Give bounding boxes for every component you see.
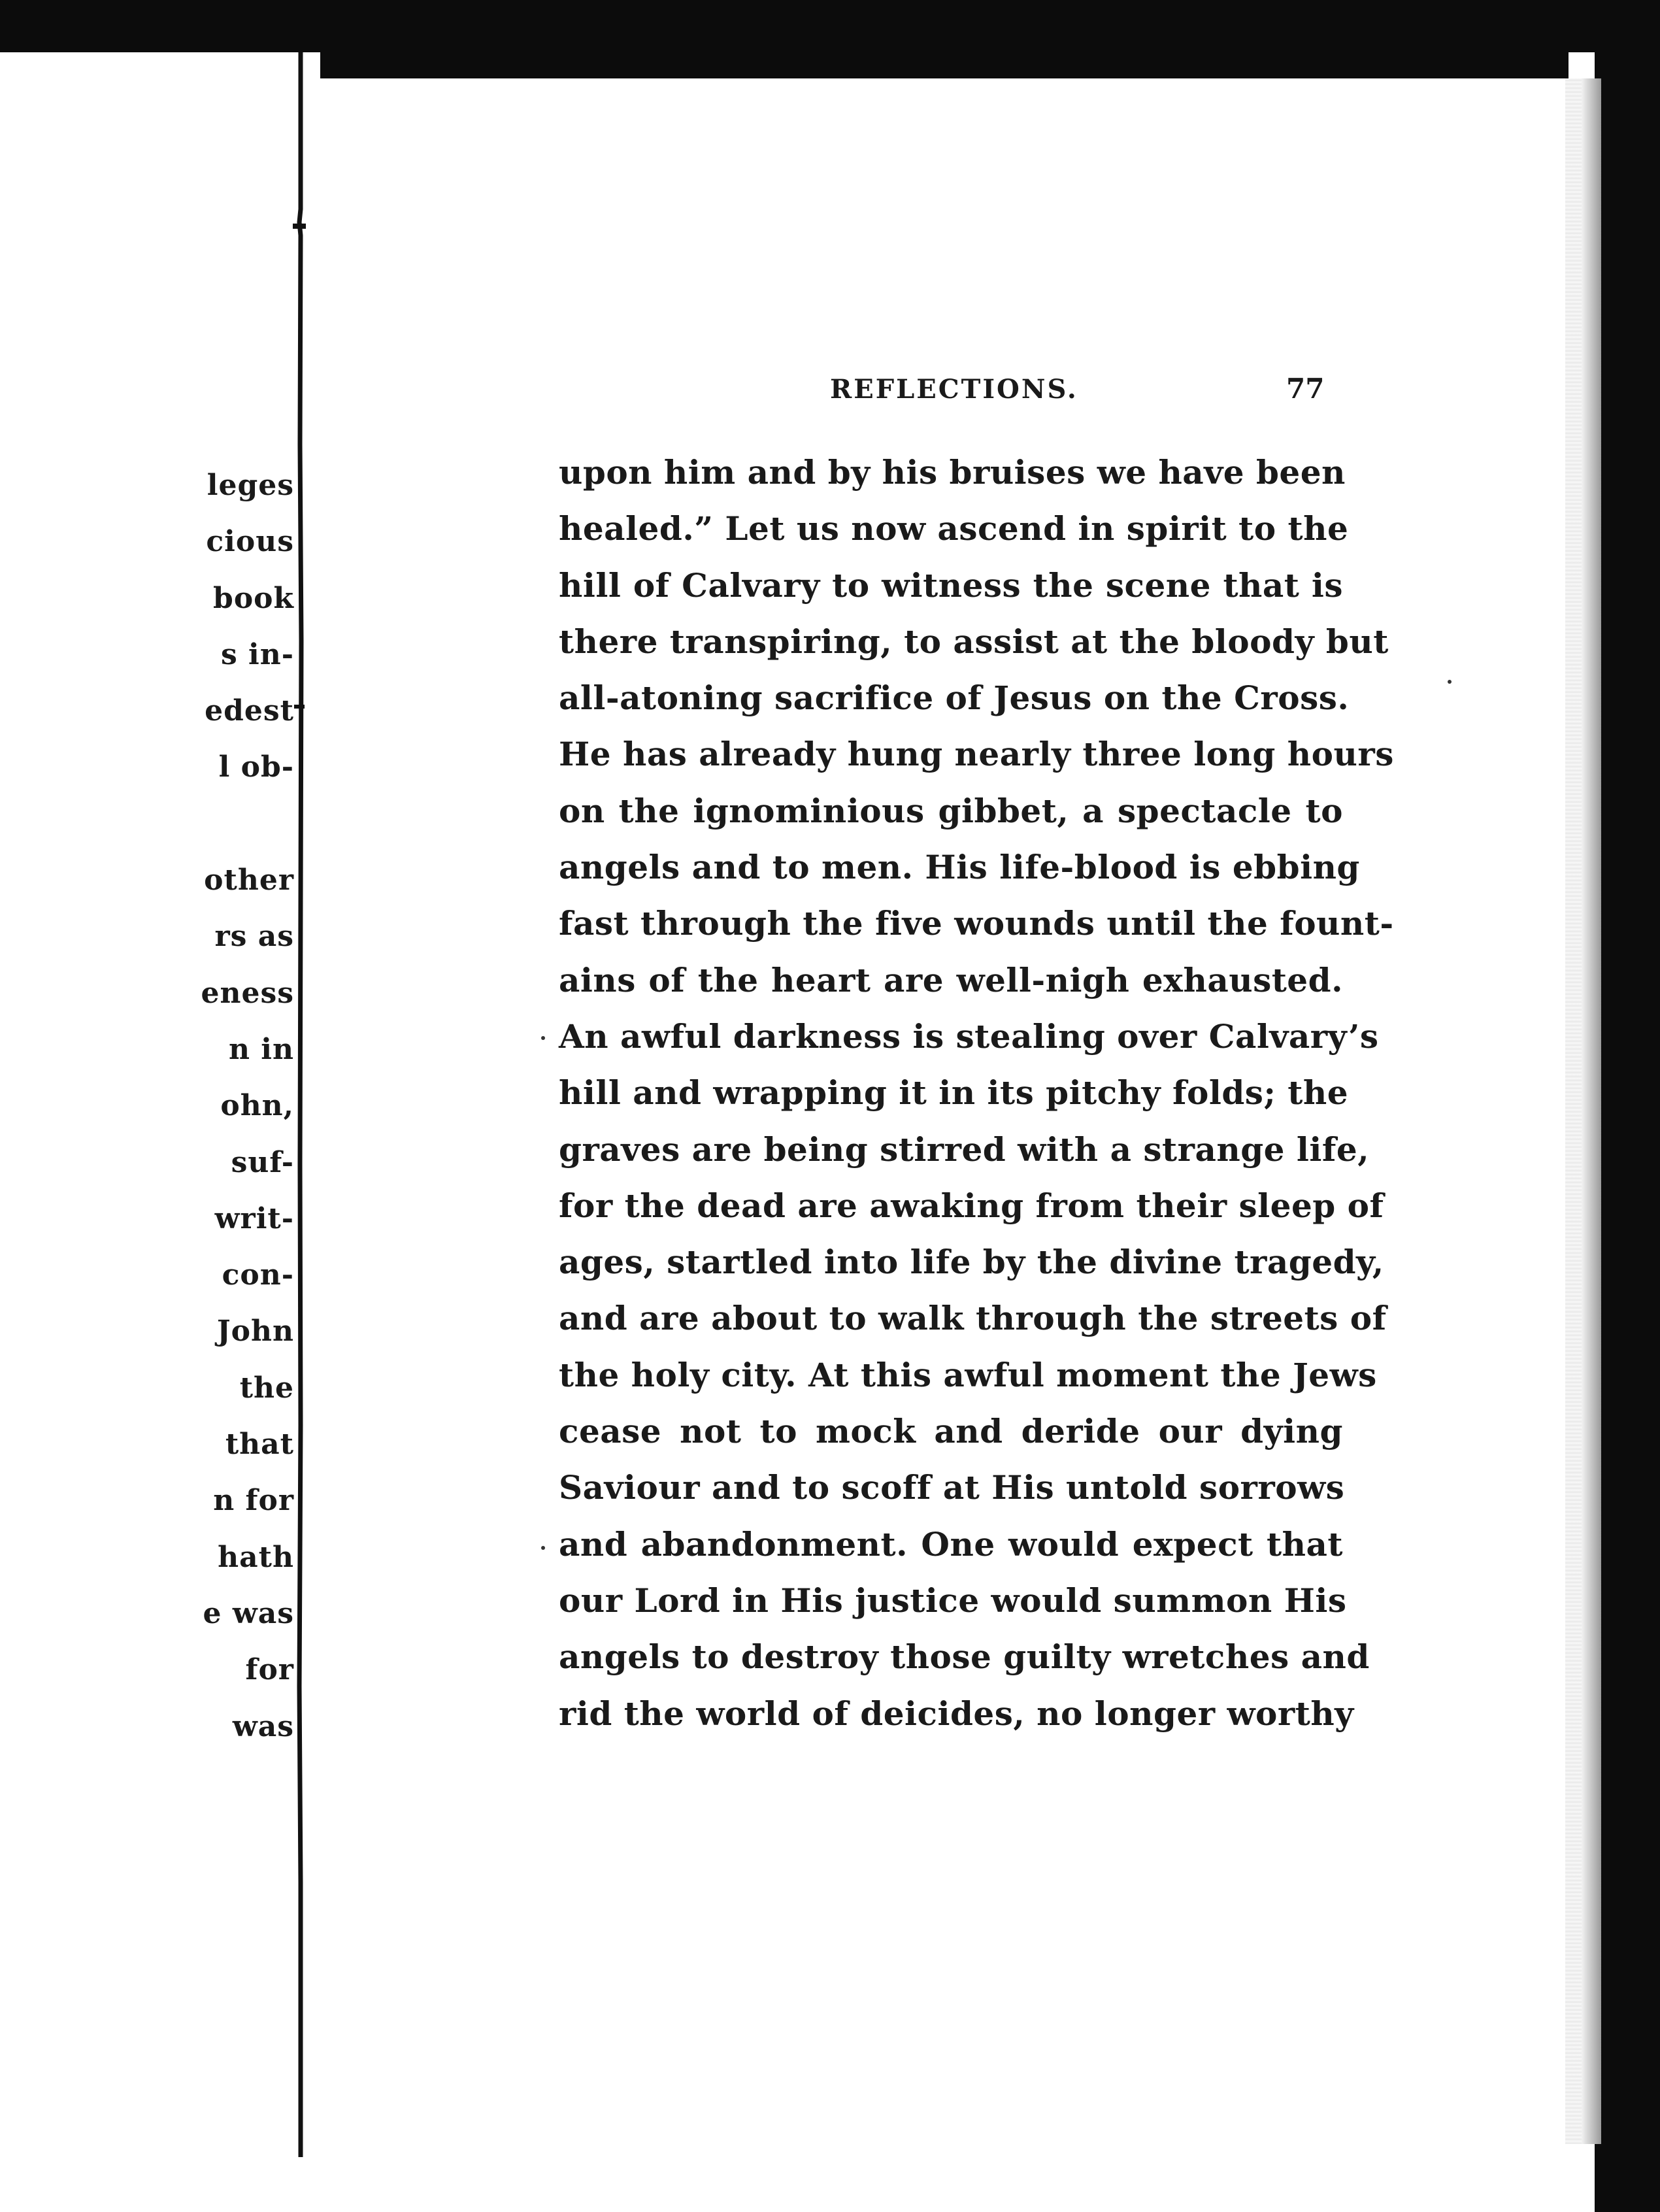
body-line: Saviour and to scoff at His untold sorrows bbox=[559, 1468, 1345, 1507]
left-page-line: the bbox=[239, 1371, 294, 1405]
left-page-text bbox=[0, 458, 294, 1755]
left-page-line: hath bbox=[218, 1540, 294, 1574]
scan-border-top bbox=[0, 0, 1660, 52]
left-page-line: ohn, bbox=[220, 1089, 294, 1123]
scan-border-page-top bbox=[320, 52, 1569, 78]
left-page-line: n in bbox=[228, 1032, 294, 1066]
left-page-line: rs as bbox=[214, 920, 294, 954]
body-line: He has already hung nearly three long hours bbox=[559, 735, 1394, 774]
body-line: on the ignominious gibbet, a spectacle to bbox=[559, 791, 1343, 830]
body-line: and abandonment. One would expect that bbox=[559, 1524, 1343, 1564]
left-page-line bbox=[0, 796, 294, 852]
left-page-line: cious bbox=[206, 525, 294, 559]
body-line: An awful darkness is stealing over Calvary’s bbox=[559, 1016, 1379, 1056]
body-line: our Lord in His justice would summon His bbox=[559, 1581, 1347, 1620]
left-page-line: suf- bbox=[231, 1145, 294, 1179]
left-page-line: leges bbox=[207, 469, 294, 502]
body-line: fast through the five wounds until the fount- bbox=[559, 904, 1394, 943]
left-page-line: book bbox=[213, 581, 294, 615]
left-page-line: John bbox=[216, 1315, 294, 1349]
body-line: graves are being stirred with a strange life, bbox=[559, 1130, 1370, 1169]
body-line: there transpiring, to assist at the bloody but bbox=[559, 622, 1389, 661]
left-page-line: s in- bbox=[220, 637, 294, 671]
body-line: the holy city. At this awful moment the Jews bbox=[559, 1355, 1377, 1394]
left-page-line: writ- bbox=[214, 1201, 294, 1235]
left-page-line: edest bbox=[205, 694, 294, 728]
main-page bbox=[320, 78, 1565, 2144]
body-line: all-atoning sacrifice of Jesus on the Cross. bbox=[559, 679, 1350, 718]
binding-gutter bbox=[293, 52, 306, 2157]
body-line: hill of Calvary to witness the scene that is bbox=[559, 565, 1343, 605]
page-edge bbox=[1565, 78, 1584, 2144]
scan-speck bbox=[1448, 680, 1452, 684]
left-facing-page bbox=[0, 52, 297, 2157]
body-line: cease not to mock and deride our dying bbox=[559, 1412, 1343, 1451]
body-line: healed.” Let us now ascend in spirit to the bbox=[559, 509, 1349, 548]
body-line: for the dead are awaking from their sleep of bbox=[559, 1186, 1384, 1225]
left-page-line: n for bbox=[213, 1484, 294, 1518]
left-page-line: l ob- bbox=[218, 750, 294, 784]
page-number: 77 bbox=[1286, 373, 1325, 405]
body-text bbox=[559, 444, 1394, 1742]
body-line: angels to destroy those guilty wretches and bbox=[559, 1637, 1370, 1677]
scan-speck bbox=[541, 1546, 545, 1550]
left-page-line: eness bbox=[201, 976, 294, 1010]
left-page-line: for bbox=[245, 1653, 294, 1687]
left-page-line: that bbox=[225, 1428, 294, 1462]
running-head bbox=[320, 374, 1565, 413]
body-line: hill and wrapping it in its pitchy folds; the bbox=[559, 1073, 1349, 1113]
body-line: ains of the heart are well-nigh exhausted. bbox=[559, 960, 1343, 999]
left-page-line: was bbox=[232, 1709, 294, 1743]
page-stack-shadow bbox=[1582, 78, 1601, 2144]
left-page-line: e was bbox=[203, 1596, 294, 1630]
running-head-title: REFLECTIONS. bbox=[830, 374, 1078, 405]
body-line: upon him and by his bruises we have been bbox=[559, 453, 1346, 492]
body-line: ages, startled into life by the divine tragedy, bbox=[559, 1243, 1384, 1282]
left-page-line: con- bbox=[222, 1258, 294, 1292]
left-page-line: other bbox=[204, 863, 294, 897]
body-line: and are about to walk through the streets of bbox=[559, 1299, 1387, 1338]
scan-border-right bbox=[1595, 0, 1660, 2212]
body-line: angels and to men. His life-blood is ebbing bbox=[559, 848, 1360, 887]
scan-speck bbox=[541, 1036, 545, 1040]
body-line: rid the world of deicides, no longer worthy bbox=[559, 1694, 1354, 1733]
